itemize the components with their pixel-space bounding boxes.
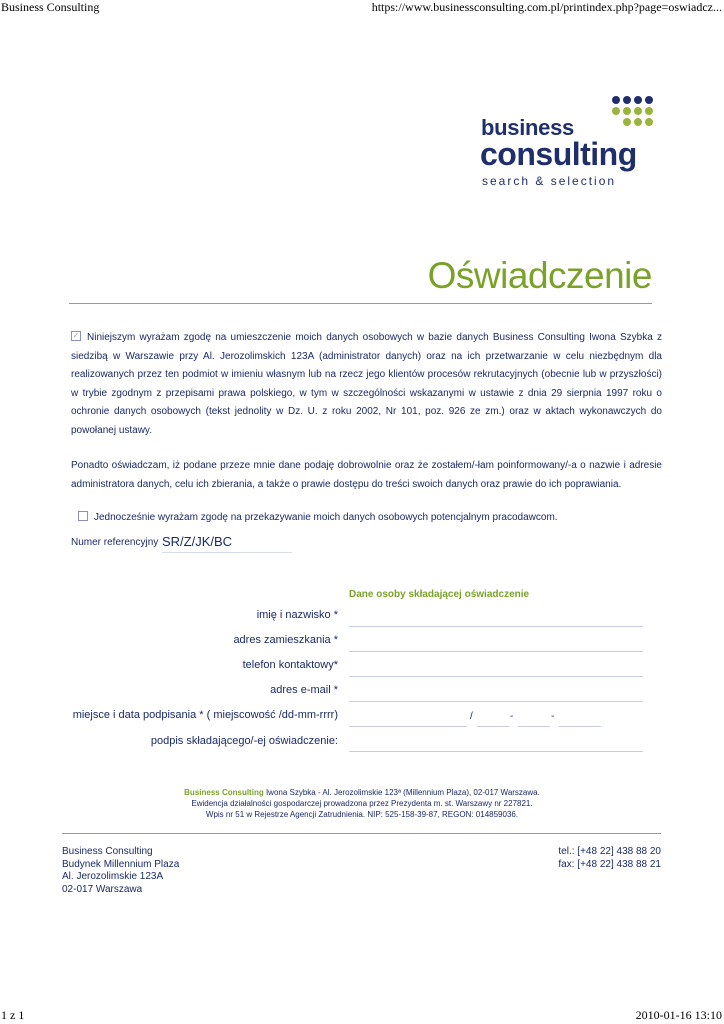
logo-line-consulting: consulting [480,136,637,172]
logo-dots-icon [612,96,652,136]
transfer-consent-text: Jednocześnie wyrażam zgodę na przekazywanie moich danych osobowych potencjalnym pracodawcom. [94,512,558,523]
footer-divider [62,833,661,834]
form-heading: Dane osoby składającej oświadczenie [349,589,530,600]
date-separator-slash: / [470,711,473,722]
transfer-consent-checkbox[interactable] [78,511,88,521]
print-timestamp: 2010-01-16 13:10 [635,1008,722,1022]
date-separator-dash-1: - [510,711,514,722]
footnote-line-1-rest: Iwona Szybka - Al. Jerozolimskie 123ª (Millennium Plaza), 02-017 Warszawa. [263,788,540,797]
print-header-url: https://www.businessconsulting.com.pl/printindex.php?page=oswiadcz... [371,0,722,14]
fax-number: fax: [+48 22] 438 88 21 [558,858,661,870]
title-divider [69,303,652,304]
consent-paragraph [71,329,662,440]
day-input[interactable] [477,726,509,727]
address-input[interactable] [349,651,643,652]
logo-tagline: search & selection [482,174,617,188]
address-line: Budynek Millennium Plaza [62,858,180,870]
print-header-title: Business Consulting [1,0,100,14]
email-input[interactable] [349,701,643,702]
logo-line-business: business [481,115,574,140]
consent-checkbox[interactable]: ✓ [72,331,80,341]
transfer-consent-row [71,509,662,528]
print-page-count: 1 z 1 [1,1008,25,1022]
footnote-company: Business Consulting [184,788,264,797]
page-title: Oświadczenie [427,255,652,296]
field-label-email: adres e-mail * [270,684,338,696]
footnote [0,787,724,820]
company-address [62,846,179,896]
date-separator-dash-2: - [551,711,555,722]
place-input[interactable] [349,726,467,727]
footnote-line-2: Ewidencja działalności gospodarczej prowadzona przez Prezydenta m. st. Warszawy nr 227821. [191,799,533,808]
field-label-place-date: miejsce i data podpisania * ( miejscowość /dd-mm-rrrr) [72,709,338,721]
signature-input[interactable] [349,751,643,752]
reference-value[interactable]: SR/Z/JK/BC [162,534,292,553]
address-line: 02-017 Warszawa [62,883,143,895]
phone-number: tel.: [+48 22] 438 88 20 [558,846,661,857]
month-input[interactable] [518,726,550,727]
field-label-phone: telefon kontaktowy* [242,659,338,671]
footnote-line-1 [0,787,724,798]
footnote-line-3: Wpis nr 51 w Rejestrze Agencji Zatrudnienia. NIP: 525-158-39-87, REGON: 014859036. [205,810,519,819]
field-label-address: adres zamieszkania * [233,634,338,646]
consent-text: Niniejszym wyrażam zgodę na umieszczenie moich danych osobowych w bazie danych Business Consulting Iwona Szybka z siedzibą w Warszawie przy Al. Jerozolimskich 123A (administrator danych) oraz na ich przetwarzanie w celu niezbędnym dla realizowanych przez ten podmiot w imieniu własnym lub na rzecz jego klientów procesów rekrutacyjnych (obecnie lub w przyszłości) w trybie zgodnym z przepisami prawa polskiego, w tym w szczególności wskazanymi w ustawie z dnia 29 sierpnia 1997 roku o ochronie danych osobowych (tekst jednolity w Dz. U. z roku 2002, Nr 101, poz. 926 ze zm.) oraz w aktach wykonawczych do powołanej ustawy. [71,332,662,436]
year-input[interactable] [559,726,601,727]
declaration-paragraph: Ponadto oświadczam, iż podane przeze mnie dane podaję dobrowolnie oraz że zostałem/-łam poinformowany/-a o nazwie i adresie administratora danych, celu ich zbierania, a także o prawie dostępu do treści swoich danych oraz prawie do ich poprawiania. [71,460,662,490]
name-input[interactable] [349,626,643,627]
field-label-name: imię i nazwisko * [256,609,338,621]
reference-label: Numer referencyjny [71,537,159,548]
address-line: Business Consulting [62,846,153,857]
phone-input[interactable] [349,676,643,677]
field-label-signature: podpis składającego/-ej oświadczenie: [150,735,338,747]
address-line: Al. Jerozolimskie 123A [62,871,164,882]
contact-numbers [558,846,661,871]
